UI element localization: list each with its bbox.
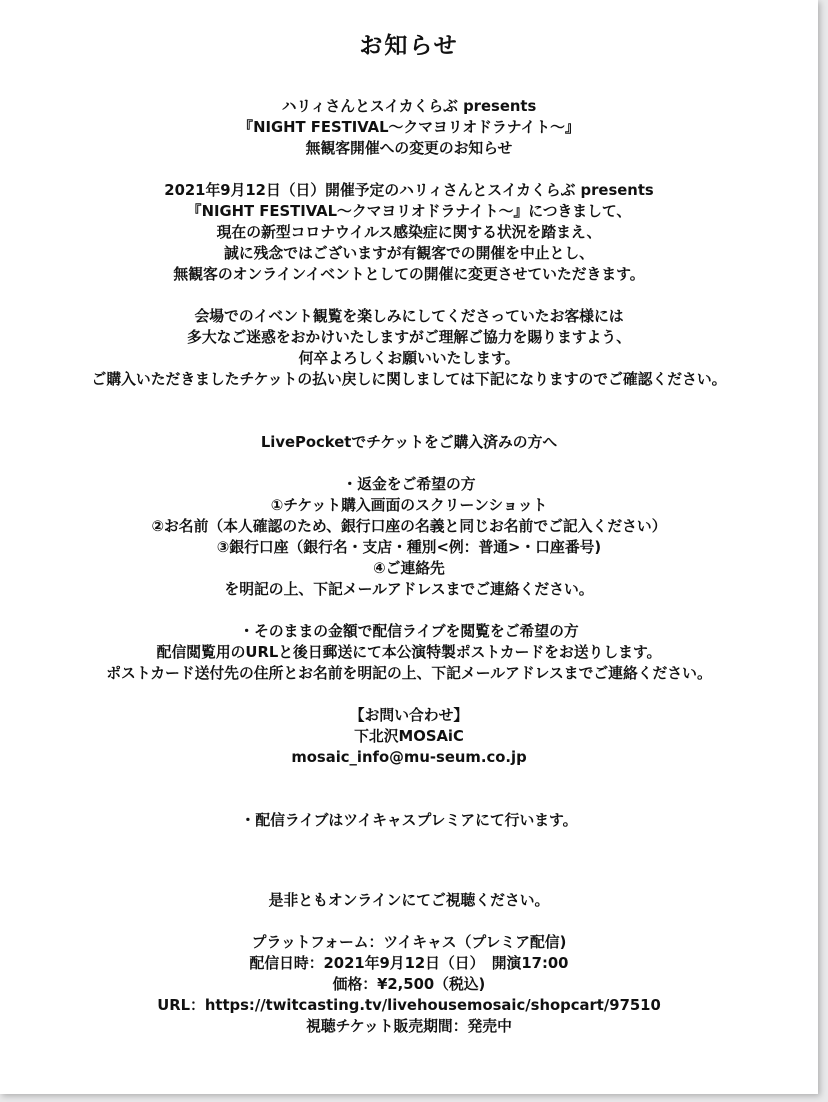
invite-line: 是非ともオンラインにてご視聴ください。	[268, 892, 550, 909]
spacer	[14, 390, 804, 432]
stream-option-line: ・そのままの金額で配信ライブを閲覧をご希望の方	[239, 623, 579, 640]
headline-block	[14, 96, 804, 159]
platform-note: ・配信ライブはツイキャスプレミアにて行います。	[240, 812, 578, 829]
headline-line: 無観客開催への変更のお知らせ	[305, 140, 513, 157]
refund-block	[14, 474, 804, 600]
apology-line: 会場でのイベント観覧を楽しみにしてくださっていたお客様には	[194, 308, 624, 325]
refund-line: を明記の上、下記メールアドレスまでご連絡ください。	[224, 581, 594, 598]
refund-line: ③銀行口座（銀行名・支店・種別<例：普通>・口座番号)	[216, 539, 602, 556]
refund-line: ①チケット購入画面のスクリーンショット	[270, 497, 548, 514]
refund-line: ②お名前（本人確認のため、銀行口座の名義と同じお名前でご記入ください）	[151, 518, 667, 535]
spacer	[14, 453, 804, 474]
spacer	[14, 684, 804, 705]
announcement-line: 無観客のオンラインイベントとしての開催に変更させていただきます。	[173, 266, 645, 283]
livepocket-heading: LivePocketでチケットをご購入済みの方へ	[260, 434, 558, 451]
spacer	[14, 285, 804, 306]
stream-info-block	[14, 932, 804, 1037]
platform-note-block	[14, 810, 804, 831]
stream-info-line: 配信日時：2021年9月12日（日） 開演17:00	[249, 955, 569, 972]
announcement-block	[14, 180, 804, 285]
apology-line: 多大なご迷惑をおかけいたしますがご理解ご協力を賜りますよう、	[187, 329, 631, 346]
page-title: お知らせ	[359, 33, 459, 59]
contact-heading: 【お問い合わせ】	[349, 707, 469, 724]
stream-option-line: 配信閲覧用のURLと後日郵送にて本公演特製ポストカードをお送りします。	[156, 644, 662, 661]
spacer	[14, 831, 804, 873]
contact-block	[14, 705, 804, 768]
apology-line: ご購入いただきましたチケットの払い戻しに関しましては下記になりますのでご確認ください。	[91, 371, 727, 388]
spacer	[14, 600, 804, 621]
livepocket-section	[14, 432, 804, 453]
announcement-line: 誠に残念ではございますが有観客での開催を中止とし、	[224, 245, 594, 262]
contact-email: mosaic_info@mu-seum.co.jp	[291, 749, 527, 766]
spacer	[14, 873, 804, 890]
refund-line: ・返金をご希望の方	[342, 476, 476, 493]
apology-line: 何卒よろしくお願いいたします。	[298, 350, 520, 367]
venue-name: 下北沢MOSAiC	[354, 728, 464, 745]
spacer	[14, 159, 804, 180]
headline-line: ハリィさんとスイカくらぶ presents	[281, 98, 537, 115]
refund-line: ④ご連絡先	[373, 560, 445, 577]
apology-block	[14, 306, 804, 390]
announcement-line: 『NIGHT FESTIVAL〜クマヨリオドラナイト〜』につきまして、	[186, 203, 632, 220]
stream-info-line: 視聴チケット販売期間：発売中	[306, 1018, 512, 1035]
invite-block	[14, 890, 804, 911]
stream-info-line: 価格：¥2,500（税込)	[332, 976, 486, 993]
spacer	[14, 768, 804, 810]
announcement-line: 現在の新型コロナウイルス感染症に関する状況を踏まえ、	[216, 224, 602, 241]
spacer	[14, 911, 804, 932]
stream-option-line: ポストカード送付先の住所とお名前を明記の上、下記メールアドレスまでご連絡ください。	[106, 665, 712, 682]
stream-url: URL：https://twitcasting.tv/livehousemosaic/shopcart/97510	[157, 997, 661, 1014]
stream-info-line: プラットフォーム：ツイキャス（プレミア配信)	[251, 934, 567, 951]
announcement-line: 2021年9月12日（日）開催予定のハリィさんとスイカくらぶ presents	[164, 182, 654, 199]
stream-option-block	[14, 621, 804, 684]
headline-line: 『NIGHT FESTIVAL〜クマヨリオドラナイト〜』	[238, 119, 580, 136]
